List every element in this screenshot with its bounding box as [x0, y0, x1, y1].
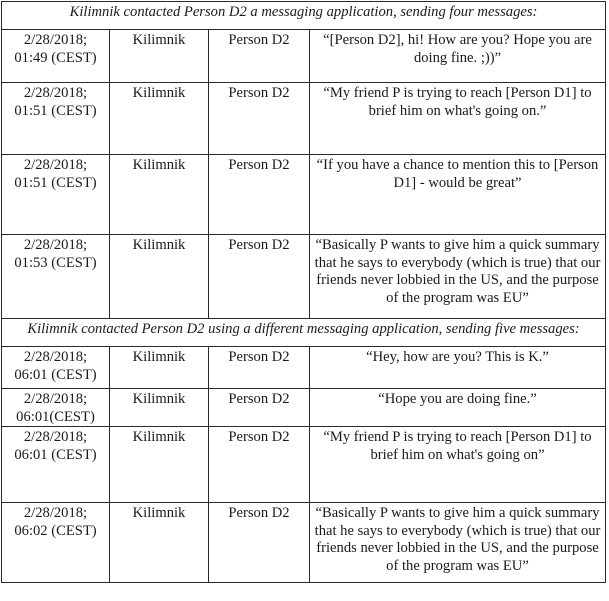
- date-text: 2/28/2018;: [23, 85, 88, 101]
- date-text: 2/28/2018;: [23, 157, 88, 173]
- date-cell: [2, 389, 110, 427]
- date-text: 2/28/2018;: [23, 237, 88, 253]
- date-cell: [2, 235, 110, 319]
- table-row: [2, 235, 606, 319]
- date-cell: [2, 155, 110, 235]
- message-cell: “Hey, how are you? This is K.”: [310, 347, 606, 389]
- recipient-cell: Person D2: [209, 83, 310, 155]
- time-text: 06:01 (CEST): [14, 446, 97, 463]
- time-text: 01:51 (CEST): [14, 102, 97, 119]
- sender-cell: Kilimnik: [110, 235, 209, 319]
- time-text: 06:02 (CEST): [14, 522, 97, 539]
- recipient-cell: Person D2: [209, 155, 310, 235]
- recipient-cell: Person D2: [209, 389, 310, 427]
- message-cell: “[Person D2], hi! How are you? Hope you are doing fine. ;))”: [310, 30, 606, 83]
- date-cell: [2, 30, 110, 83]
- sender-cell: Kilimnik: [110, 389, 209, 427]
- recipient-cell: Person D2: [209, 235, 310, 319]
- sender-cell: Kilimnik: [110, 30, 209, 83]
- sender-cell: Kilimnik: [110, 83, 209, 155]
- table-row: [2, 427, 606, 503]
- message-cell: “Hope you are doing fine.”: [310, 389, 606, 427]
- table-row: [2, 30, 606, 83]
- sender-cell: Kilimnik: [110, 347, 209, 389]
- recipient-cell: Person D2: [209, 30, 310, 83]
- time-text: 01:53 (CEST): [14, 254, 97, 271]
- table-row: [2, 83, 606, 155]
- date-text: 2/28/2018;: [23, 505, 88, 521]
- date-text: 2/28/2018;: [23, 32, 88, 48]
- section-heading-row: [2, 319, 606, 347]
- message-cell: “My friend P is trying to reach [Person D1] to brief him on what's going on.”: [310, 83, 606, 155]
- table-row: [2, 503, 606, 583]
- sender-cell: Kilimnik: [110, 427, 209, 503]
- section-heading-row: [2, 2, 606, 30]
- message-cell: “Basically P wants to give him a quick summary that he says to everybody (which is true) that our friends never lobbied in the US, and the purpose of the program was EU”: [310, 503, 606, 583]
- sender-cell: Kilimnik: [110, 503, 209, 583]
- section-heading: Kilimnik contacted Person D2 a messaging application, sending four messages:: [2, 2, 606, 30]
- recipient-cell: Person D2: [209, 427, 310, 503]
- date-text: 2/28/2018;: [23, 349, 88, 365]
- time-text: 01:49 (CEST): [14, 49, 97, 66]
- date-cell: [2, 503, 110, 583]
- date-text: 2/28/2018;: [23, 391, 88, 407]
- message-cell: “Basically P wants to give him a quick summary that he says to everybody (which is true) that our friends never lobbied in the US, and the purpose of the program was EU”: [310, 235, 606, 319]
- time-text: 06:01(CEST): [16, 408, 95, 425]
- message-cell: “My friend P is trying to reach [Person D1] to brief him on what's going on”: [310, 427, 606, 503]
- message-log-table: [1, 1, 606, 583]
- recipient-cell: Person D2: [209, 503, 310, 583]
- date-cell: [2, 83, 110, 155]
- table-row: [2, 389, 606, 427]
- date-cell: [2, 347, 110, 389]
- time-text: 06:01 (CEST): [14, 366, 97, 383]
- date-text: 2/28/2018;: [23, 429, 88, 445]
- section-heading: Kilimnik contacted Person D2 using a different messaging application, sending five messages:: [2, 319, 606, 347]
- table-row: [2, 155, 606, 235]
- table-row: [2, 347, 606, 389]
- time-text: 01:51 (CEST): [14, 174, 97, 191]
- date-cell: [2, 427, 110, 503]
- sender-cell: Kilimnik: [110, 155, 209, 235]
- message-cell: “If you have a chance to mention this to [Person D1] - would be great”: [310, 155, 606, 235]
- recipient-cell: Person D2: [209, 347, 310, 389]
